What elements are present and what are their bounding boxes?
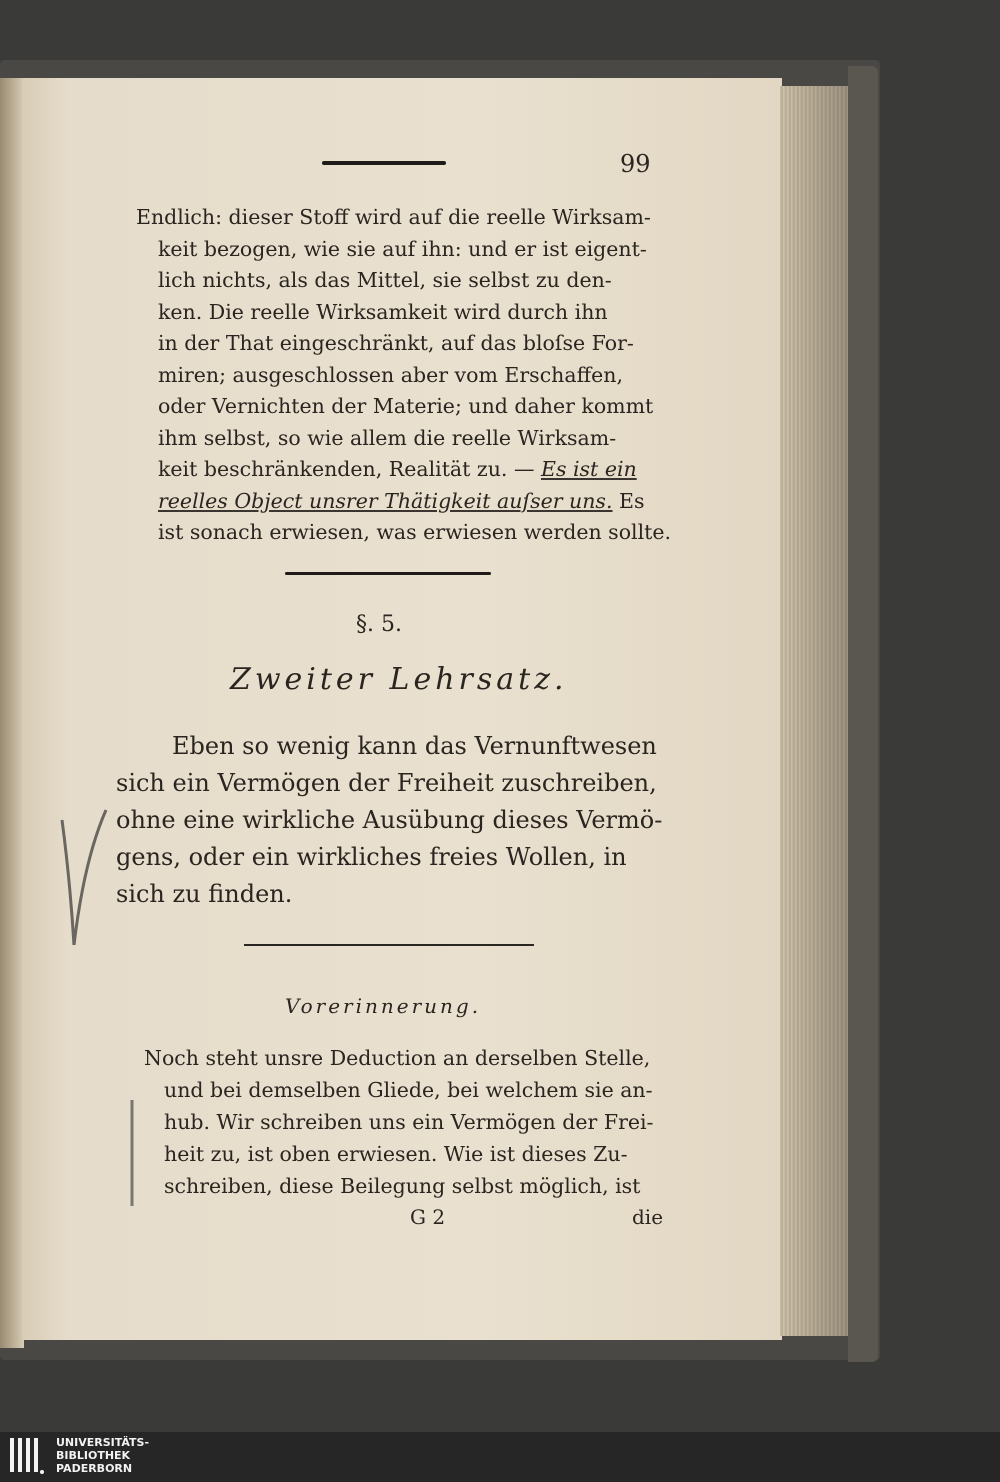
section-divider: [285, 572, 491, 575]
line: gens, oder ein wirkliches freies Wollen, in: [116, 843, 627, 871]
section-mark: §. 5.: [356, 612, 402, 637]
line: miren; ausgeschlossen aber vom Erschaffen,: [158, 362, 624, 387]
left-page-edge: [0, 78, 24, 1348]
line: oder Vernichten der Materie; und daher kommt: [158, 394, 654, 418]
line: sich ein Vermögen der Freiheit zuschreiben,: [116, 769, 657, 797]
line-text: Es: [619, 488, 645, 513]
line: heit zu, ist oben erwiesen. Wie ist dieses Zu-: [164, 1142, 628, 1166]
line: [136, 486, 671, 518]
line: hub. Wir schreiben uns ein Vermögen der Frei-: [164, 1110, 654, 1134]
line: in der That eingeschränkt, auf das bloſse For-: [158, 331, 634, 355]
italic-emphasis: Es ist ein: [540, 457, 637, 481]
subheading: Vorerinnerung.: [285, 994, 482, 1018]
page-number: 99: [620, 150, 651, 178]
catchword: die: [632, 1205, 664, 1229]
footer-bar: [0, 1432, 1000, 1482]
line: keit bezogen, wie sie auf ihn: und er ist eigent-: [158, 236, 647, 261]
thesis-divider: [244, 944, 534, 946]
line: ohne eine wirkliche Ausübung dieses Vermö-: [116, 806, 663, 834]
line: sich zu finden.: [116, 880, 293, 908]
pencil-margin-bar: [124, 1098, 140, 1210]
line: ken. Die reelle Wirksamkeit wird durch ihn: [158, 299, 608, 324]
header-rule: [322, 161, 446, 165]
page-edges: [780, 86, 850, 1336]
line-text: keit beschränkenden, Realität zu. —: [158, 457, 535, 481]
cover-back-edge: [848, 66, 878, 1362]
italic-emphasis: reelles Object unsrer Thätigkeit auſser uns.: [158, 488, 613, 513]
line: ihm selbst, so wie allem die reelle Wirksam-: [158, 425, 617, 450]
line: [136, 454, 671, 486]
line: schreiben, diese Beilegung selbst möglich, ist: [164, 1174, 641, 1198]
line: Eben so wenig kann das Vernunftwesen: [172, 732, 657, 760]
paragraph-1: [136, 202, 671, 549]
line: Endlich: dieser Stoff wird auf die reelle Wirksam-: [136, 205, 651, 229]
line: und bei demselben Gliede, bei welchem sie an-: [164, 1078, 653, 1102]
signature-mark: G 2: [410, 1205, 446, 1229]
line: Noch steht unsre Deduction an derselben Stelle,: [144, 1046, 651, 1070]
thesis-statement: [116, 728, 662, 913]
library-logo-icon: [8, 1434, 48, 1478]
pencil-margin-mark: [40, 800, 120, 960]
section-heading: Zweiter Lehrsatz.: [230, 662, 568, 697]
line: lich nichts, als das Mittel, sie selbst zu den-: [158, 268, 612, 292]
library-logo-text: UNIVERSITÄTS- BIBLIOTHEK PADERBORN: [56, 1436, 150, 1475]
paragraph-2: [144, 1042, 653, 1202]
line: ist sonach erwiesen, was erwiesen werden sollte.: [158, 520, 672, 544]
